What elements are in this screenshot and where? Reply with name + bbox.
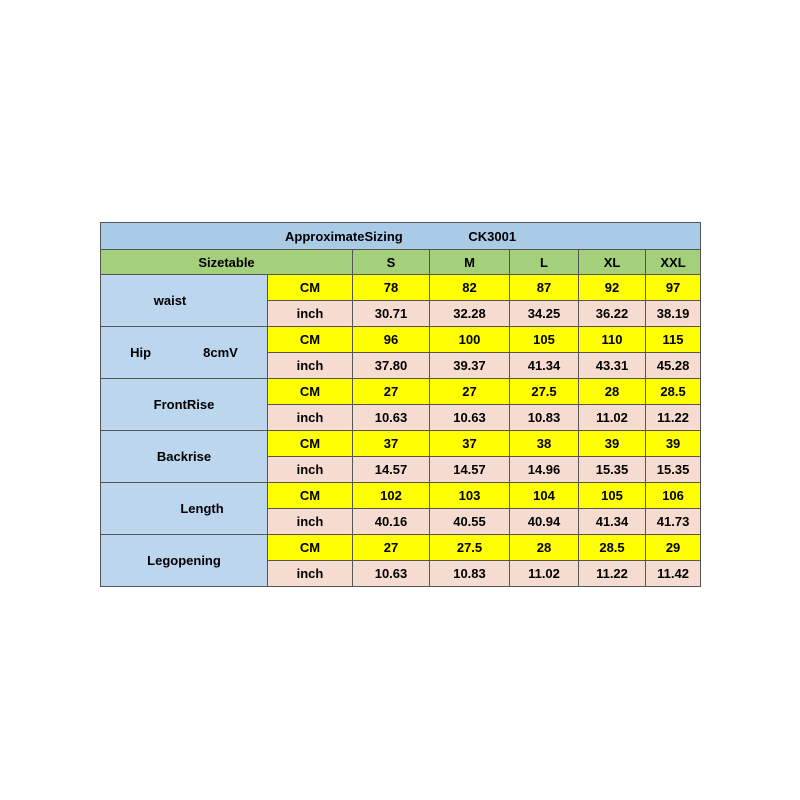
measurement-row-cm bbox=[101, 379, 701, 405]
measurement-name: Length bbox=[180, 501, 224, 516]
measurement-row-cm bbox=[101, 431, 701, 457]
title-row bbox=[101, 223, 701, 250]
cm-value-cell: 97 bbox=[646, 275, 701, 301]
cm-value-cell: 29 bbox=[646, 535, 701, 561]
inch-value-cell: 45.28 bbox=[646, 353, 701, 379]
cm-value-cell: 27 bbox=[353, 535, 430, 561]
cm-value-cell: 37 bbox=[430, 431, 510, 457]
measurement-row-cm bbox=[101, 483, 701, 509]
cm-value-cell: 27.5 bbox=[430, 535, 510, 561]
inch-value-cell: 40.55 bbox=[430, 509, 510, 535]
inch-value-cell: 10.83 bbox=[510, 405, 579, 431]
unit-label-cm: CM bbox=[268, 483, 353, 509]
inch-value-cell: 10.63 bbox=[353, 405, 430, 431]
cm-value-cell: 28 bbox=[579, 379, 646, 405]
unit-label-inch: inch bbox=[268, 457, 353, 483]
measurement-row-cm bbox=[101, 275, 701, 301]
measurement-name: Legopening bbox=[147, 553, 221, 568]
unit-label-inch: inch bbox=[268, 509, 353, 535]
cm-value-cell: 39 bbox=[646, 431, 701, 457]
inch-value-cell: 15.35 bbox=[579, 457, 646, 483]
size-header: XL bbox=[579, 250, 646, 275]
unit-label-cm: CM bbox=[268, 327, 353, 353]
inch-value-cell: 30.71 bbox=[353, 301, 430, 327]
measurement-name: Backrise bbox=[156, 449, 212, 464]
size-header: S bbox=[353, 250, 430, 275]
inch-value-cell: 11.22 bbox=[646, 405, 701, 431]
cm-value-cell: 82 bbox=[430, 275, 510, 301]
inch-value-cell: 10.83 bbox=[430, 561, 510, 587]
cm-value-cell: 104 bbox=[510, 483, 579, 509]
measurement-name: waist bbox=[153, 293, 187, 308]
inch-value-cell: 36.22 bbox=[579, 301, 646, 327]
size-chart-table bbox=[100, 222, 701, 587]
cm-value-cell: 27 bbox=[353, 379, 430, 405]
measurement-name: Hip bbox=[130, 345, 152, 360]
inch-value-cell: 39.37 bbox=[430, 353, 510, 379]
inch-value-cell: 14.57 bbox=[430, 457, 510, 483]
inch-value-cell: 10.63 bbox=[430, 405, 510, 431]
cm-value-cell: 37 bbox=[353, 431, 430, 457]
measurement-label bbox=[101, 275, 268, 327]
measurement-note: 8cmV bbox=[203, 345, 238, 360]
cm-value-cell: 115 bbox=[646, 327, 701, 353]
cm-value-cell: 28.5 bbox=[646, 379, 701, 405]
inch-value-cell: 11.02 bbox=[579, 405, 646, 431]
inch-value-cell: 40.16 bbox=[353, 509, 430, 535]
unit-label-inch: inch bbox=[268, 301, 353, 327]
table-title: ApproximateSizing bbox=[285, 228, 403, 244]
size-header: M bbox=[430, 250, 510, 275]
cm-value-cell: 96 bbox=[353, 327, 430, 353]
unit-label-inch: inch bbox=[268, 405, 353, 431]
inch-value-cell: 14.57 bbox=[353, 457, 430, 483]
inch-value-cell: 11.42 bbox=[646, 561, 701, 587]
inch-value-cell: 41.34 bbox=[510, 353, 579, 379]
measurement-name: FrontRise bbox=[153, 397, 215, 412]
inch-value-cell: 37.80 bbox=[353, 353, 430, 379]
inch-value-cell: 41.73 bbox=[646, 509, 701, 535]
size-header: XXL bbox=[646, 250, 701, 275]
measurement-label bbox=[101, 431, 268, 483]
cm-value-cell: 103 bbox=[430, 483, 510, 509]
inch-value-cell: 11.22 bbox=[579, 561, 646, 587]
unit-label-cm: CM bbox=[268, 431, 353, 457]
cm-value-cell: 39 bbox=[579, 431, 646, 457]
inch-value-cell: 10.63 bbox=[353, 561, 430, 587]
cm-value-cell: 27.5 bbox=[510, 379, 579, 405]
unit-label-cm: CM bbox=[268, 275, 353, 301]
measurement-label bbox=[101, 483, 268, 535]
inch-value-cell: 32.28 bbox=[430, 301, 510, 327]
size-header: L bbox=[510, 250, 579, 275]
cm-value-cell: 78 bbox=[353, 275, 430, 301]
cm-value-cell: 92 bbox=[579, 275, 646, 301]
inch-value-cell: 43.31 bbox=[579, 353, 646, 379]
inch-value-cell: 34.25 bbox=[510, 301, 579, 327]
unit-label-inch: inch bbox=[268, 353, 353, 379]
cm-value-cell: 28 bbox=[510, 535, 579, 561]
cm-value-cell: 102 bbox=[353, 483, 430, 509]
cm-value-cell: 38 bbox=[510, 431, 579, 457]
cm-value-cell: 105 bbox=[510, 327, 579, 353]
measurement-label bbox=[101, 379, 268, 431]
unit-label-inch: inch bbox=[268, 561, 353, 587]
header-row bbox=[101, 250, 701, 275]
unit-label-cm: CM bbox=[268, 379, 353, 405]
cm-value-cell: 110 bbox=[579, 327, 646, 353]
inch-value-cell: 41.34 bbox=[579, 509, 646, 535]
inch-value-cell: 40.94 bbox=[510, 509, 579, 535]
cm-value-cell: 87 bbox=[510, 275, 579, 301]
measurement-row-cm bbox=[101, 327, 701, 353]
cm-value-cell: 28.5 bbox=[579, 535, 646, 561]
cm-value-cell: 105 bbox=[579, 483, 646, 509]
header-label: Sizetable bbox=[101, 250, 353, 275]
title-cell bbox=[101, 223, 701, 250]
inch-value-cell: 11.02 bbox=[510, 561, 579, 587]
measurement-label bbox=[101, 327, 268, 379]
inch-value-cell: 15.35 bbox=[646, 457, 701, 483]
measurement-row-cm bbox=[101, 535, 701, 561]
product-code: CK3001 bbox=[468, 228, 517, 244]
inch-value-cell: 38.19 bbox=[646, 301, 701, 327]
cm-value-cell: 27 bbox=[430, 379, 510, 405]
unit-label-cm: CM bbox=[268, 535, 353, 561]
cm-value-cell: 100 bbox=[430, 327, 510, 353]
measurement-label bbox=[101, 535, 268, 587]
cm-value-cell: 106 bbox=[646, 483, 701, 509]
inch-value-cell: 14.96 bbox=[510, 457, 579, 483]
